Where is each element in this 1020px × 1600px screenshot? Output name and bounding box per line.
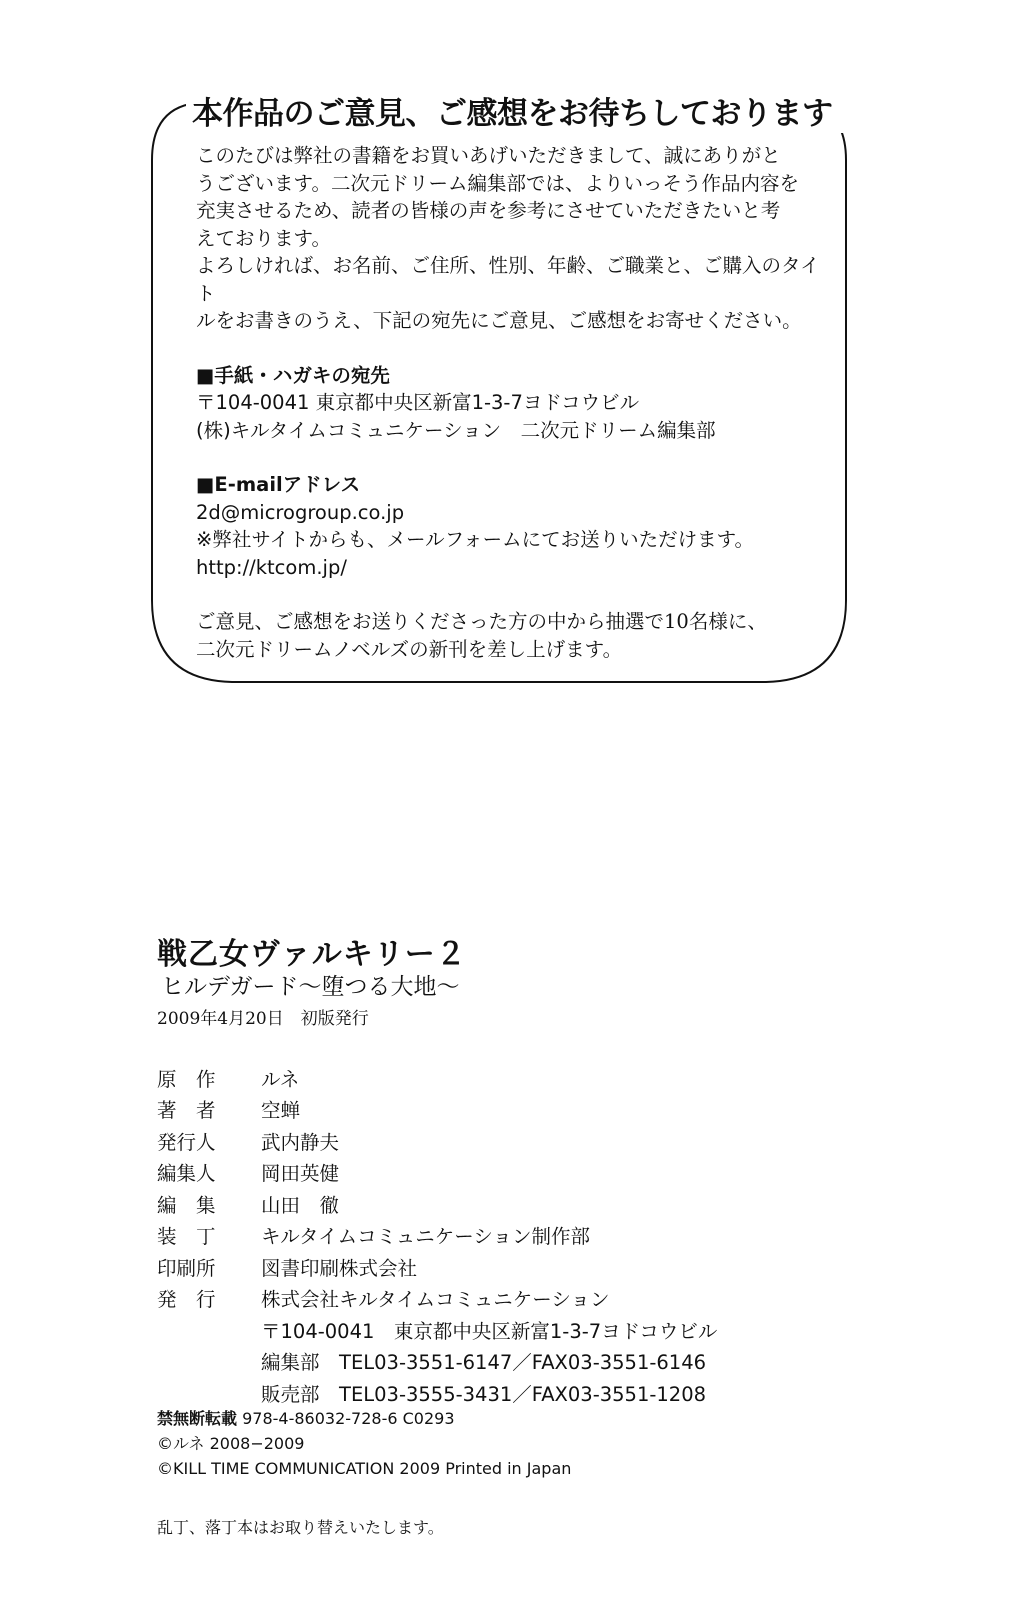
intro-line: よろしければ、お名前、ご住所、性別、年齢、ご職業と、ご購入のタイト: [196, 254, 820, 305]
credit-label: 発 行: [157, 1288, 216, 1312]
credit-row: [157, 1251, 957, 1283]
sales-contact-row: [157, 1377, 957, 1409]
credit-row: [157, 1062, 957, 1094]
mail-recipient: (株)キルタイムコミュニケーション 二次元ドリーム編集部: [196, 418, 716, 442]
credit-value: 岡田英健: [261, 1162, 340, 1186]
intro-line: えております。: [196, 226, 331, 250]
credit-value: 山田 徹: [261, 1193, 340, 1217]
editorial-label: 編集部: [261, 1351, 320, 1375]
editorial-contact-row: [157, 1346, 957, 1378]
book-subtitle: ヒルデガード〜堕つる大地〜: [161, 974, 460, 1000]
intro-line: ルをお書きのうえ、下記の宛先にご意見、ご感想をお寄せください。: [196, 309, 802, 332]
isbn: 978-4-86032-728-6 C0293: [242, 1409, 455, 1428]
credit-value: ルネ: [261, 1067, 300, 1091]
intro-line: 充実させるため、読者の皆様の声を参考にさせていただきたいと考: [196, 199, 781, 222]
credit-row: [157, 1125, 957, 1157]
sales-contact: TEL03-3555-3431／FAX03-3551-1208: [339, 1382, 707, 1406]
replacement-note: 乱丁、落丁本はお取り替えいたします。: [157, 1518, 444, 1537]
publisher-address-row: [157, 1314, 957, 1346]
web-form-note: ※弊社サイトからも、メールフォームにてお送りいただけます。: [196, 528, 755, 551]
prize-line: 二次元ドリームノベルズの新刊を差し上げます。: [196, 637, 623, 661]
sales-label: 販売部: [261, 1382, 320, 1406]
credit-value: キルタイムコミュニケーション制作部: [261, 1225, 590, 1249]
credit-label: 編 集: [157, 1193, 216, 1217]
publication-date: 2009年4月20日 初版発行: [157, 1009, 369, 1029]
intro-line: このたびは弊社の書籍をお買いあげいただきまして、誠にありがと: [196, 144, 781, 167]
editorial-contact: TEL03-3551-6147／FAX03-3551-6146: [339, 1351, 707, 1375]
credit-label: 発行人: [157, 1130, 216, 1154]
isbn-label: 禁無断転載: [157, 1409, 238, 1428]
credit-value: 武内静夫: [261, 1130, 340, 1154]
mail-address: 〒104-0041 東京都中央区新富1-3-7ヨドコウビル: [196, 391, 640, 414]
website-url[interactable]: http://ktcom.jp/: [196, 555, 347, 579]
credit-row: [157, 1220, 957, 1252]
credits-list: [157, 1062, 957, 1409]
copyright-publisher: ©KILL TIME COMMUNICATION 2009 Printed in Japan: [157, 1459, 572, 1478]
credit-label: 著 者: [157, 1099, 216, 1123]
book-title: 戦乙女ヴァルキリー２: [157, 937, 467, 972]
credit-label: 編集人: [157, 1162, 216, 1186]
credit-label: 原 作: [157, 1067, 216, 1091]
credit-label: 装 丁: [157, 1225, 216, 1249]
feedback-title: 本作品のご意見、ご感想をお待ちしております: [186, 88, 848, 133]
copyright-block: [157, 1406, 571, 1481]
email-address[interactable]: 2d@microgroup.co.jp: [196, 500, 405, 524]
feedback-body: [196, 142, 836, 663]
copyright-author: ©ルネ 2008−2009: [157, 1434, 305, 1453]
colophon: [157, 938, 957, 1409]
publisher-address: 〒104-0041 東京都中央区新富1-3-7ヨドコウビル: [261, 1319, 718, 1343]
mail-heading: ■手紙・ハガキの宛先: [196, 363, 390, 387]
intro-line: うございます。二次元ドリーム編集部では、よりいっそう作品内容を: [196, 171, 799, 195]
credit-label: 印刷所: [157, 1256, 216, 1280]
credit-value: 空蝉: [261, 1099, 301, 1123]
credit-row: [157, 1188, 957, 1220]
prize-line: ご意見、ご感想をお送りくださった方の中から抽選で10名様に、: [196, 610, 767, 633]
credit-value: 図書印刷株式会社: [261, 1256, 418, 1280]
credit-row: [157, 1157, 957, 1189]
credit-row: [157, 1094, 957, 1126]
credit-value: 株式会社キルタイムコミュニケーション: [261, 1288, 610, 1312]
email-heading: ■E-mailアドレス: [196, 473, 361, 496]
credit-row: [157, 1283, 957, 1315]
isbn-line: [157, 1406, 571, 1431]
